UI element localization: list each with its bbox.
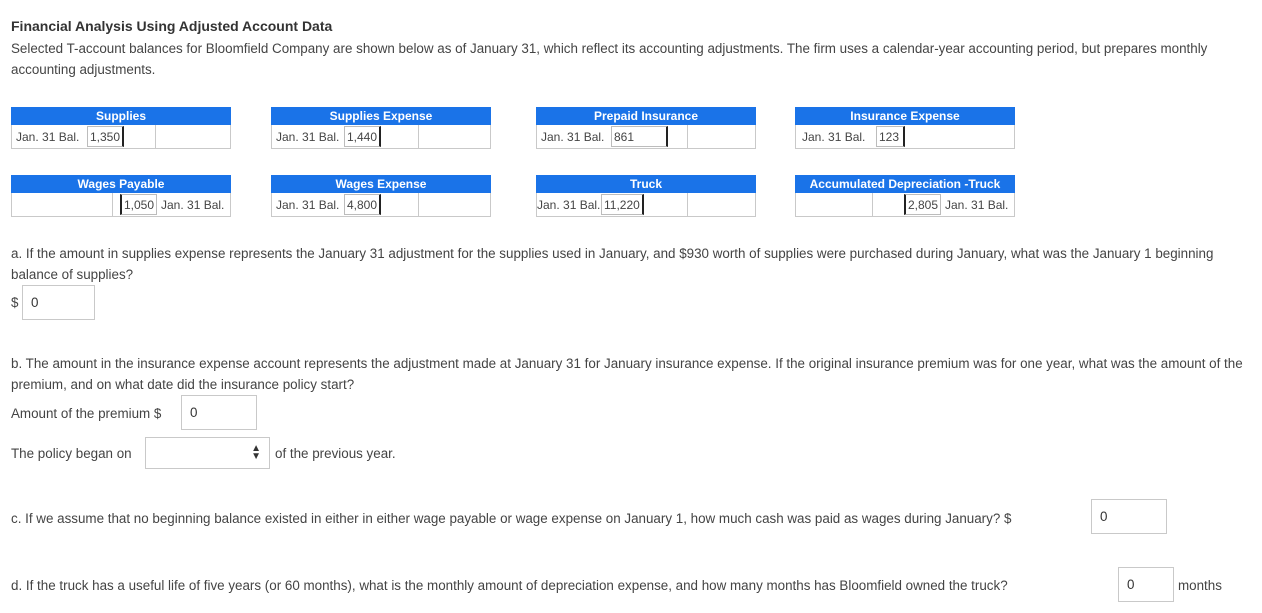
- premium-amount-input[interactable]: 0: [181, 395, 257, 430]
- t-account-header: Accumulated Depreciation -Truck: [795, 175, 1015, 193]
- t-account-row: [11, 193, 231, 217]
- balance-label: Jan. 31 Bal.: [276, 198, 340, 212]
- balance-amount: 1,050: [120, 194, 157, 215]
- t-account-row: [271, 193, 491, 217]
- balance-label: Jan. 31 Bal.: [276, 130, 340, 144]
- policy-start-select[interactable]: [145, 437, 270, 469]
- t-account-header: Prepaid Insurance: [536, 107, 756, 125]
- select-arrows-icon: ▲ ▼: [251, 443, 261, 462]
- t-account-insurance-expense: [795, 107, 1015, 149]
- supplies-beginning-balance-input[interactable]: 0: [22, 285, 95, 320]
- t-account-wages-payable: [11, 175, 231, 217]
- balance-label: Jan. 31 Bal.: [161, 198, 225, 212]
- t-account-row: [536, 193, 756, 217]
- balance-amount: 1,440: [344, 126, 381, 147]
- intro-text: Selected T-account balances for Bloomfield Company are shown below as of January 31, which reflect its accounting adjustments. The firm uses a calendar-year accounting period, but prepares monthly accounting adjustments.: [11, 41, 1208, 77]
- balance-amount: 123: [876, 126, 905, 147]
- premium-label: Amount of the premium $: [11, 406, 162, 421]
- t-account-divider: [687, 193, 688, 216]
- t-account-supplies-expense: [271, 107, 491, 149]
- t-account-row: [11, 125, 231, 149]
- policy-start-suffix: of the previous year.: [275, 446, 396, 461]
- t-account-divider: [687, 125, 688, 148]
- t-account-wages-expense: [271, 175, 491, 217]
- balance-amount: 4,800: [344, 194, 381, 215]
- t-account-divider: [155, 125, 156, 148]
- t-account-divider: [418, 125, 419, 148]
- t-account-header: Insurance Expense: [795, 107, 1015, 125]
- balance-amount: 861: [611, 126, 668, 147]
- t-account-header: Supplies Expense: [271, 107, 491, 125]
- balance-label: Jan. 31 Bal.: [537, 198, 601, 212]
- t-account-accumulated-depreciation-truck: [795, 175, 1015, 217]
- t-account-supplies: [11, 107, 231, 149]
- balance-label: Jan. 31 Bal.: [16, 130, 80, 144]
- question-a-currency: $: [11, 295, 19, 310]
- t-account-divider: [872, 193, 873, 216]
- t-account-row: [795, 125, 1015, 149]
- t-account-header: Truck: [536, 175, 756, 193]
- question-d-text: d. If the truck has a useful life of five years (or 60 months), what is the monthly amount of depreciation expense, and how many months has Bloomfield owned the truck?: [11, 578, 1008, 593]
- t-account-prepaid-insurance: [536, 107, 756, 149]
- t-account-row: [536, 125, 756, 149]
- balance-label: Jan. 31 Bal.: [802, 130, 866, 144]
- t-account-row: [271, 125, 491, 149]
- balance-amount: 2,805: [904, 194, 941, 215]
- balance-amount: 11,220: [601, 194, 644, 215]
- t-account-header: Supplies: [11, 107, 231, 125]
- t-account-row: [795, 193, 1015, 217]
- t-account-header: Wages Payable: [11, 175, 231, 193]
- page-title: Financial Analysis Using Adjusted Account Data: [11, 18, 333, 34]
- question-b-text: b. The amount in the insurance expense account represents the adjustment made at January 31 for January insurance expense. If the original insurance premium was for one year, what was the amount of the premium, and on what date did the insurance policy start?: [11, 356, 1243, 392]
- balance-amount: 1,350: [87, 126, 124, 147]
- months-suffix: months: [1178, 578, 1222, 593]
- question-a-text: a. If the amount in supplies expense represents the January 31 adjustment for the supplies used in January, and $930 worth of supplies were purchased during January, what was the January 1 beginning balance of supplies?: [11, 246, 1214, 282]
- policy-start-label: The policy began on: [11, 446, 132, 461]
- t-account-header: Wages Expense: [271, 175, 491, 193]
- t-account-truck: [536, 175, 756, 217]
- wages-paid-input[interactable]: 0: [1091, 499, 1167, 534]
- question-c-text: c. If we assume that no beginning balance existed in either in either wage payable or wage expense on January 1, how much cash was paid as wages during January? $: [11, 511, 1012, 526]
- t-account-divider: [112, 193, 113, 216]
- months-owned-input[interactable]: 0: [1118, 567, 1174, 602]
- balance-label: Jan. 31 Bal.: [945, 198, 1009, 212]
- t-account-divider: [418, 193, 419, 216]
- balance-label: Jan. 31 Bal.: [541, 130, 605, 144]
